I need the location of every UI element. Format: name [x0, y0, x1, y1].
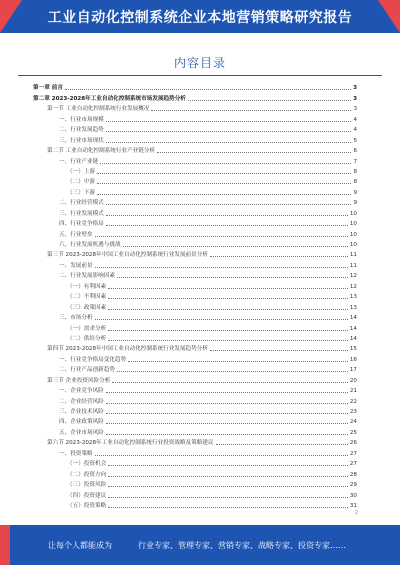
toc-entry-page: 14: [349, 315, 357, 322]
toc-entry-page: 9: [353, 189, 357, 196]
toc-leader-dots: [106, 433, 348, 435]
toc-leader-dots: [108, 329, 348, 331]
toc-entry-title: （二）不利因素: [67, 294, 107, 301]
toc-leader-dots: [106, 130, 352, 132]
toc-leader-dots: [123, 245, 348, 247]
toc-entry[interactable]: [33, 291, 357, 301]
toc-entry-title: 二、行业发展影响因素: [59, 273, 115, 280]
toc-leader-dots: [97, 182, 351, 184]
toc-entry-page: 10: [349, 221, 357, 228]
toc-entry-page: 29: [349, 482, 357, 489]
toc-entry[interactable]: [33, 134, 357, 144]
toc-heading: 内容目录: [173, 56, 226, 70]
heading-divider: [18, 75, 382, 76]
page-header: [0, 0, 400, 33]
page-footer: [0, 525, 400, 565]
toc-entry-page: 13: [349, 304, 357, 311]
toc-entry-page: 9: [353, 200, 357, 207]
toc-entry-title: （一）需求分析: [67, 325, 107, 332]
toc-entry-page: 12: [349, 283, 357, 290]
toc-leader-dots: [108, 287, 348, 289]
toc-entry[interactable]: [33, 228, 357, 238]
toc-leader-dots: [128, 360, 348, 362]
toc-leader-dots: [106, 391, 348, 393]
toc-entry-page: 14: [349, 335, 357, 342]
toc-entry-page: 25: [349, 429, 357, 436]
toc-entry-title: （一）有利因素: [67, 283, 107, 290]
toc-leader-dots: [97, 172, 351, 174]
toc-entry-page: 17: [349, 367, 357, 374]
toc-entry-page: 15: [349, 346, 357, 353]
toc-entry[interactable]: [33, 155, 357, 165]
toc-leader-dots: [108, 485, 348, 487]
toc-leader-dots: [216, 443, 348, 445]
toc-entry[interactable]: [33, 92, 357, 102]
toc-entry[interactable]: [33, 301, 357, 311]
toc-entry-title: 一、发展前景: [59, 262, 93, 269]
toc-leader-dots: [188, 99, 351, 101]
toc-entry[interactable]: [33, 468, 357, 478]
toc-entry[interactable]: [33, 374, 357, 384]
toc-entry-page: 16: [349, 356, 357, 363]
toc-entry-page: 3: [353, 95, 357, 102]
header-decoration-right: [378, 0, 400, 33]
toc-entry-page: 4: [353, 116, 357, 123]
toc-entry[interactable]: [33, 333, 357, 343]
toc-entry[interactable]: [33, 353, 357, 363]
toc-entry-title: 三、企业技术风险: [59, 409, 104, 415]
toc-entry-title: （二）供给分析: [67, 335, 107, 342]
toc-entry-page: 22: [349, 398, 357, 405]
toc-leader-dots: [106, 214, 348, 216]
toc-leader-dots: [210, 349, 348, 351]
toc-leader-dots: [106, 120, 352, 122]
toc-entry[interactable]: [33, 270, 357, 280]
toc-entry[interactable]: [33, 218, 357, 228]
toc-entry-title: 第六节 2023-2028年工业自动化控制系统行业投资战略及策略建议: [47, 440, 214, 447]
toc-entry-page: 5: [353, 137, 357, 144]
toc-leader-dots: [106, 203, 352, 205]
toc-entry[interactable]: [33, 207, 357, 217]
toc-entry-page: 21: [349, 388, 357, 395]
toc-entry-page: 13: [349, 294, 357, 301]
toc-entry-title: （二）投资方向: [67, 471, 107, 478]
toc-leader-dots: [108, 506, 348, 508]
toc-entry[interactable]: [33, 145, 357, 155]
toc-entry-page: 8: [353, 179, 357, 186]
toc-entry[interactable]: [33, 103, 357, 113]
toc-entry-title: 二、行业发展趋势: [59, 127, 104, 134]
toc-entry-title: 一、投资策略: [59, 450, 93, 457]
toc-entry-page: 27: [349, 461, 357, 468]
toc-entry[interactable]: [33, 280, 357, 290]
toc-entry[interactable]: [33, 113, 357, 123]
toc-entry-title: 六、行业发展机遇与挑战: [59, 242, 121, 248]
toc-entry-title: 二、行业经营模式: [59, 200, 104, 207]
toc-entry-title: 第一节 工业自动化控制系统行业发展概况: [47, 106, 150, 113]
toc-leader-dots: [106, 412, 348, 414]
toc-entry-title: 一、行业竞争格局变化趋势: [59, 356, 127, 363]
toc-entry[interactable]: [33, 437, 357, 447]
toc-entry-page: 23: [349, 409, 357, 415]
toc-entry[interactable]: [33, 447, 357, 457]
toc-entry[interactable]: [33, 395, 357, 405]
toc-entry-title: （二）中游: [67, 179, 95, 186]
toc-entry[interactable]: [33, 406, 357, 416]
toc-leader-dots: [157, 151, 351, 153]
footer-tagline: 行业专家、管理专家、营销专家、战略专家、投资专家……: [138, 540, 346, 550]
report-title: 工业自动化控制系统企业本地营销策略研究报告: [47, 9, 353, 26]
toc-leader-dots: [108, 475, 348, 477]
toc-entry-page: 3: [353, 106, 357, 113]
toc-entry-title: 三、市场分析: [59, 315, 93, 322]
toc-entry[interactable]: [33, 124, 357, 134]
toc-leader-dots: [210, 255, 348, 257]
toc-leader-dots: [95, 454, 348, 456]
toc-leader-dots: [100, 162, 351, 164]
toc-entry-title: （三）下游: [67, 189, 95, 196]
toc-entry[interactable]: [33, 259, 357, 269]
toc-leader-dots: [151, 109, 351, 111]
toc-entry-page: 20: [349, 377, 357, 384]
toc-leader-dots: [97, 193, 351, 195]
toc-entry-title: （三）投资风险: [67, 482, 107, 489]
toc-entry-page: 24: [349, 419, 357, 426]
toc-leader-dots: [108, 308, 348, 310]
toc-entry-page: 10: [349, 231, 357, 238]
toc-leader-dots: [108, 496, 348, 498]
toc-leader-dots: [65, 88, 351, 90]
page-number: 2: [354, 510, 358, 516]
toc-entry-title: 第四节 2023-2028年中国工业自动化控制系统行业发展趋势分析: [47, 346, 208, 353]
toc-leader-dots: [108, 297, 348, 299]
toc-entry-page: 3: [353, 85, 357, 92]
toc-entry[interactable]: [33, 82, 357, 92]
toc-entry-page: 7: [353, 158, 357, 165]
toc-leader-dots: [95, 235, 348, 237]
toc-entry-page: 10: [349, 242, 357, 248]
toc-entry-page: 8: [353, 168, 357, 175]
footer-accent-bar: [0, 525, 10, 565]
toc-entry[interactable]: [33, 416, 357, 426]
toc-leader-dots: [108, 464, 348, 466]
toc-entry-title: 五、行业壁垒: [59, 231, 93, 238]
toc-entry[interactable]: [33, 176, 357, 186]
toc-entry-title: 三、行业市场现状: [59, 137, 104, 144]
toc-leader-dots: [108, 339, 348, 341]
toc-leader-dots: [117, 370, 348, 372]
toc-leader-dots: [106, 224, 348, 226]
toc-entry-title: 二、企业经营风险: [59, 398, 104, 405]
toc-entry-page: 12: [349, 273, 357, 280]
toc-entry[interactable]: [33, 197, 357, 207]
toc-entry[interactable]: [33, 249, 357, 259]
table-of-contents: [33, 82, 357, 510]
toc-entry-title: 第二章 2023-2028年工业自动化控制系统市场发展趋势分析: [33, 95, 186, 102]
toc-entry-page: 10: [349, 210, 357, 217]
toc-entry-title: 一、行业市场规模: [59, 116, 104, 123]
footer-slogan: 让每个人都能成为: [48, 540, 112, 550]
toc-entry[interactable]: [33, 479, 357, 489]
toc-entry[interactable]: [33, 186, 357, 196]
toc-entry-title: 四、企业政策风险: [59, 419, 104, 426]
toc-entry-title: 三、行业发展模式: [59, 210, 104, 217]
toc-entry-page: 11: [349, 252, 357, 259]
toc-entry[interactable]: [33, 364, 357, 374]
toc-entry[interactable]: [33, 322, 357, 332]
toc-entry-page: 26: [349, 440, 357, 447]
toc-entry-title: （一）投资机会: [67, 461, 107, 468]
toc-leader-dots: [95, 266, 348, 268]
toc-entry[interactable]: [33, 239, 357, 249]
toc-entry-title: 第三节 企业投资风险分析: [47, 377, 111, 384]
toc-entry-title: 四、行业竞争格局: [59, 221, 104, 228]
toc-entry-title: 一、企业竞争风险: [59, 388, 104, 395]
toc-leader-dots: [106, 402, 348, 404]
toc-leader-dots: [117, 276, 348, 278]
toc-entry[interactable]: [33, 385, 357, 395]
toc-entry[interactable]: [33, 312, 357, 322]
toc-leader-dots: [95, 318, 348, 320]
toc-entry[interactable]: [33, 489, 357, 499]
toc-leader-dots: [106, 422, 348, 424]
toc-entry-page: 31: [349, 502, 357, 509]
toc-entry-title: 第三节 2023-2028年中国工业自动化控制系统行业发展前景分析: [47, 252, 208, 259]
toc-entry-page: 4: [353, 127, 357, 134]
toc-entry-page: 11: [349, 262, 357, 269]
toc-entry[interactable]: [33, 458, 357, 468]
toc-entry-page: 6: [353, 148, 357, 155]
toc-entry-title: 第一章 前言: [33, 85, 63, 92]
toc-entry-title: （一）上游: [67, 168, 95, 175]
toc-leader-dots: [106, 141, 352, 143]
toc-entry[interactable]: [33, 426, 357, 436]
toc-entry[interactable]: [33, 166, 357, 176]
toc-entry-title: （五）投资策略: [67, 502, 107, 509]
toc-entry-page: 14: [349, 325, 357, 332]
toc-entry-title: 第二节 工业自动化控制系统行业产业链分析: [47, 148, 156, 155]
toc-entry-page: 28: [349, 471, 357, 478]
toc-leader-dots: [112, 381, 348, 383]
toc-entry-title: 五、企业市场风险: [59, 429, 104, 436]
toc-entry-title: 一、行业产业链: [59, 158, 99, 165]
toc-entry[interactable]: [33, 500, 357, 510]
toc-entry-title: 二、行业产品创新趋势: [59, 367, 115, 374]
toc-entry-title: （三）政策因素: [67, 304, 107, 311]
toc-entry-title: （四）投资建议: [67, 492, 107, 499]
toc-entry-page: 27: [349, 450, 357, 457]
toc-entry-page: 30: [349, 492, 357, 499]
header-decoration-left: [0, 0, 22, 33]
toc-entry[interactable]: [33, 343, 357, 353]
